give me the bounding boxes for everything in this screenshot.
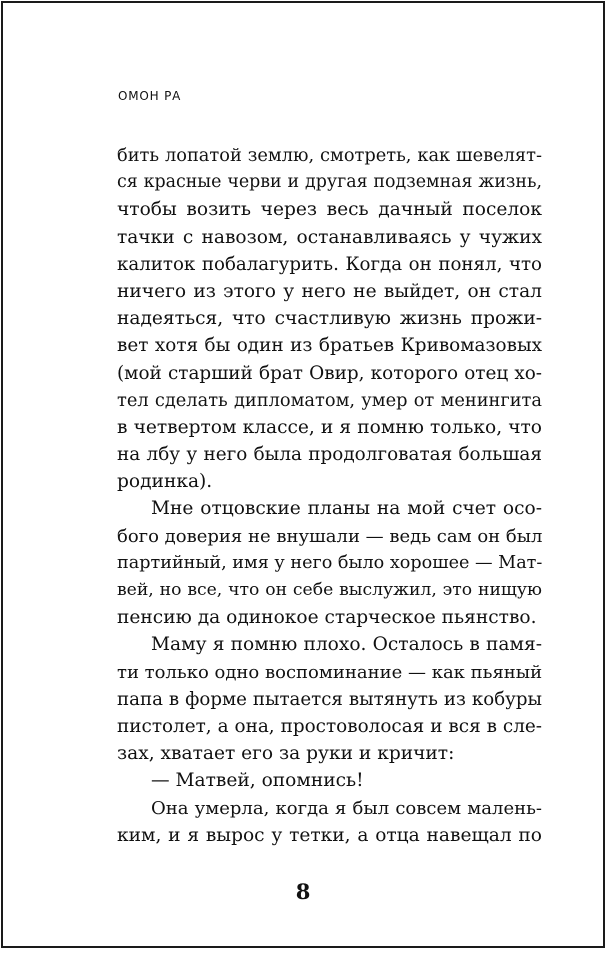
text-line: зах, хватает его за руки и кричит: bbox=[117, 743, 455, 765]
text-line: Мне отцовские планы на мой счет осо- bbox=[151, 498, 542, 520]
text-line: ничего из этого у него не выйдет, он стал bbox=[117, 280, 542, 302]
paragraph bbox=[117, 142, 542, 495]
text-line: Она умерла, когда я был совсем малень- bbox=[151, 797, 542, 819]
paragraph bbox=[117, 495, 542, 631]
text-line: папа в форме пытается вытянуть из кобуры bbox=[117, 688, 542, 710]
dialogue-line bbox=[117, 767, 542, 794]
text-line: в четвертом классе, и я помню только, что bbox=[117, 416, 542, 438]
text-line: вет хотя бы один из братьев Кривомазовых bbox=[117, 335, 542, 357]
text-line: надеяться, что счастливую жизнь прожи- bbox=[117, 308, 542, 330]
text-line: бить лопатой землю, смотреть, как шевелят- bbox=[117, 145, 542, 166]
text-line: партийный, имя у него было хорошее — Мат- bbox=[117, 552, 543, 573]
text-line: тел сделать дипломатом, умер от менингита bbox=[117, 389, 542, 411]
paragraph bbox=[117, 795, 542, 849]
text-line: родинка). bbox=[117, 471, 213, 493]
text-line: ся красные черви и другая подземная жизнь, bbox=[117, 172, 542, 193]
text-line: тачки с навозом, останавливаясь у чужих bbox=[117, 226, 542, 248]
page-number: 8 bbox=[295, 879, 311, 904]
text-line: ким, и я вырос у тетки, а отца навещал по bbox=[117, 824, 542, 846]
text-line: Маму я помню плохо. Осталось в памя- bbox=[151, 634, 542, 656]
text-line: ти только одно воспоминание — как пьяный bbox=[117, 661, 543, 683]
text-line: чтобы возить через весь дачный поселок bbox=[117, 199, 542, 221]
text-line: калиток побалагурить. Когда он понял, что bbox=[117, 253, 542, 275]
book-page bbox=[1, 1, 605, 948]
running-head: ОМОН РА bbox=[118, 89, 182, 103]
text-line: пенсию да одинокое старческое пьянство. bbox=[117, 607, 537, 629]
text-line: — Матвей, опомнись! bbox=[151, 770, 364, 792]
paragraph bbox=[117, 631, 542, 767]
text-line: (мой старший брат Овир, которого отец хо- bbox=[117, 362, 542, 384]
text-line: пистолет, а она, простоволосая и вся в сле- bbox=[117, 715, 542, 737]
text-line: на лбу у него была продолговатая большая bbox=[117, 444, 542, 466]
body-text bbox=[117, 142, 542, 849]
text-line: вей, но все, что он себе выслужил, это нищую bbox=[117, 580, 542, 600]
text-line: бого доверия не внушали — ведь сам он был bbox=[117, 525, 543, 547]
